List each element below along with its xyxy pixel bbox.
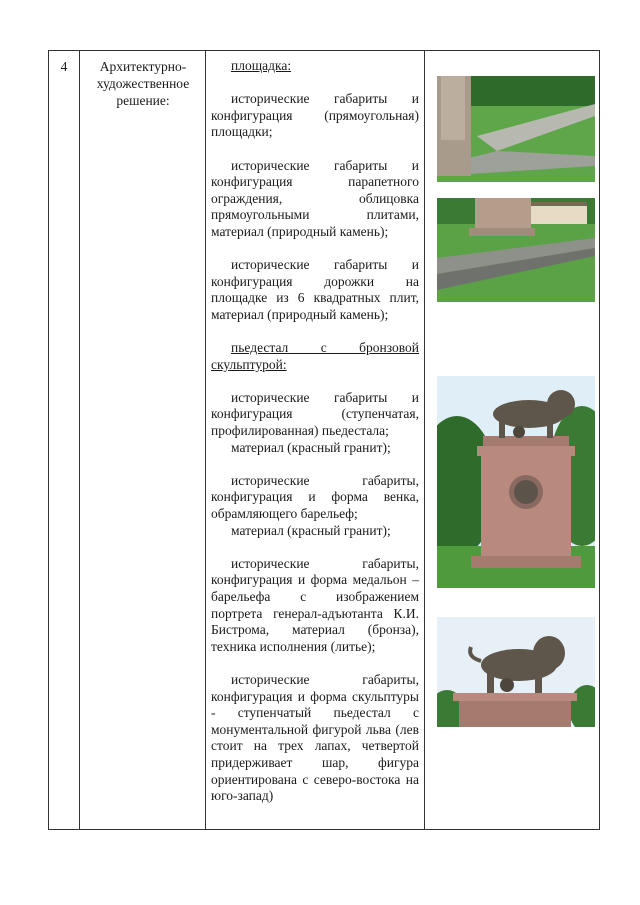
heading-pedestal: пьедестал с бронзовой скульптурой: — [211, 340, 419, 372]
photo-platform — [437, 76, 595, 182]
row-number: 4 — [60, 59, 68, 74]
column-divider — [79, 51, 80, 829]
paragraph-medallion: исторические габариты, конфигурация и форма медальон – барельефа с изображением портрета генерал-адъютанта К.И. Бистрома, материал (бронза), техника исполнения (литье); — [211, 555, 419, 654]
paragraph-wreath-material: материал (красный гранит); — [231, 522, 391, 538]
paragraph-platform-size: исторические габариты и конфигурация (прямоугольная) площадки; — [211, 91, 419, 140]
photo-lion-sculpture — [437, 617, 595, 727]
heading-platform: площадка: — [231, 58, 292, 73]
paragraph-wreath: исторические габариты, конфигурация и форма венка, обрамляющего барельеф; — [211, 472, 419, 522]
paragraph-sculpture: исторические габариты, конфигурация и форма скульптуры - ступенчатый пьедестал с монументальной фигурой льва (лев стоит на трех лапах, четвертой придерживает шар, фигура ориентирована с северо-востока на юго-запад) — [211, 671, 419, 804]
column-divider — [205, 51, 206, 829]
column-divider — [424, 51, 425, 829]
paragraph-path: исторические габариты и конфигурация дорожки на площадке из 6 квадратных плит, материал (природный камень); — [211, 257, 419, 322]
paragraph-pedestal-material: материал (красный гранит); — [231, 439, 391, 455]
row-label: Архитектурно-художественное решение: — [96, 59, 190, 108]
paragraph-parapet: исторические габариты и конфигурация парапетного ограждения, облицовка прямоугольными плитами, материал (природный камень); — [211, 157, 419, 239]
paragraph-pedestal: исторические габариты и конфигурация (ступенчатая, профилированная) пьедестала; — [211, 389, 419, 439]
photo-pedestal-lion — [437, 376, 595, 588]
photo-parapet — [437, 198, 595, 302]
description-cell — [211, 58, 419, 821]
